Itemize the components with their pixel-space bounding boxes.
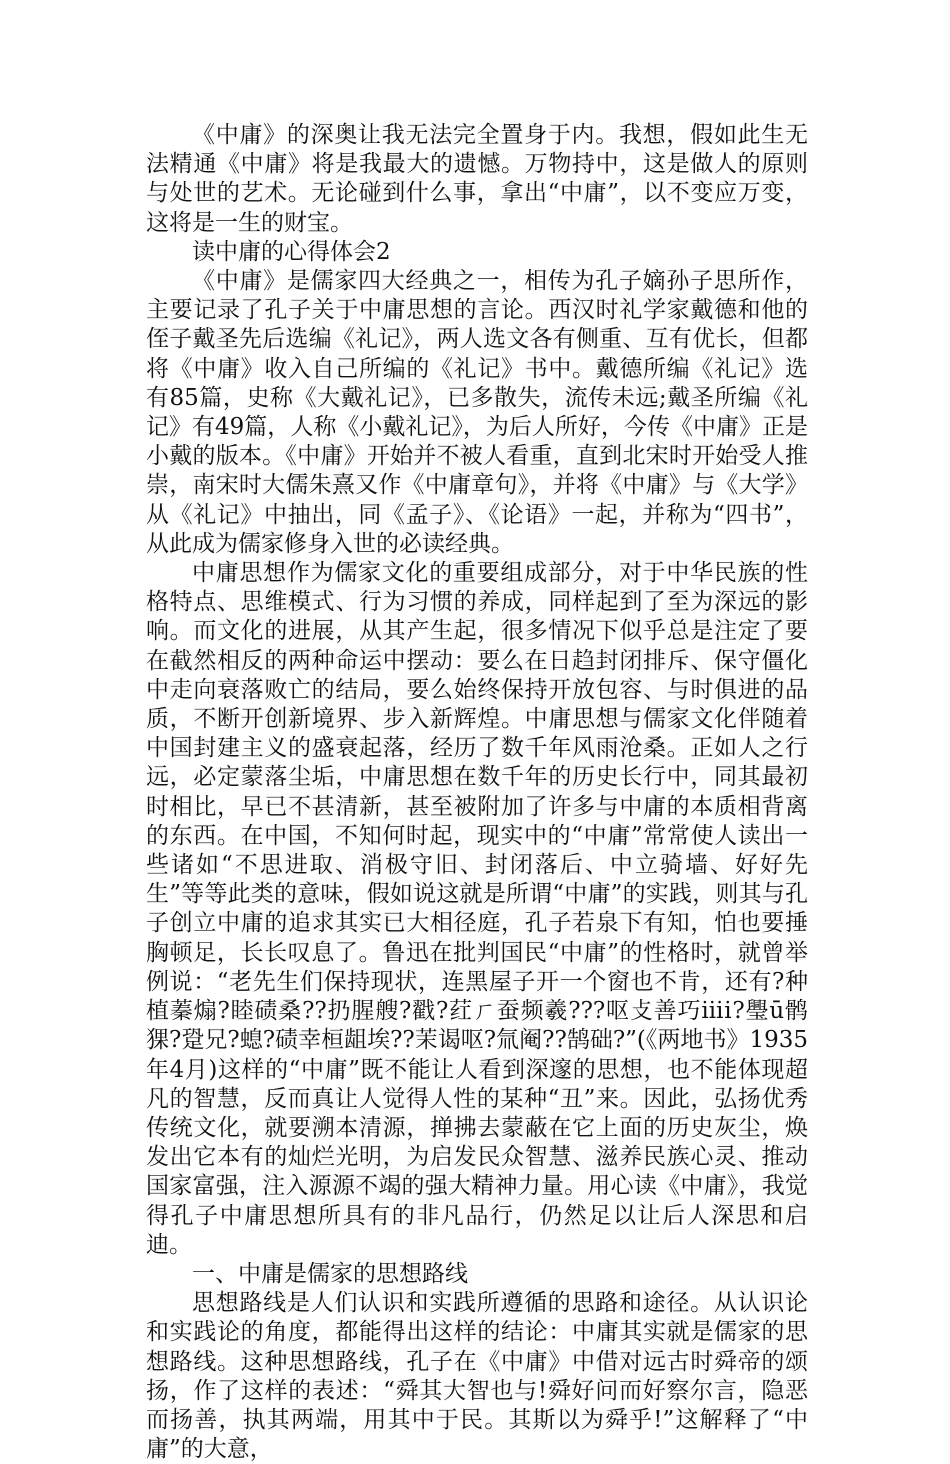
paragraph-thought-line: 思想路线是人们认识和实践所遵循的思路和途径。从认识论和实践论的角度，都能得出这样的结论：中庸其实就是儒家的思想路线。这种思想路线，孔子在《中庸》中借对远古时舜帝的颂扬，作了这样的表述：“舜其大智也与!舜好问而好察尔言，隐恶而扬善，执其两端，用其中于民。其斯以为舜乎!”这解释了“中庸”的大意， xyxy=(146,1290,808,1463)
document-page xyxy=(146,121,808,1464)
section-heading-thought-line: 一、中庸是儒家的思想路线 xyxy=(192,1260,468,1287)
section-title-reading-notes-2: 读中庸的心得体会2 xyxy=(192,238,391,265)
paragraph-zhongyong-origin: 《中庸》是儒家四大经典之一，相传为孔子嫡孙子思所作，主要记录了孔子关于中庸思想的言论。西汉时礼学家戴德和他的侄子戴圣先后选编《礼记》，两人选文各有侧重、互有优长，但都将《中庸》收入自己所编的《礼记》书中。戴德所编《礼记》选有85篇，史称《大戴礼记》，已多散失，流传未远;戴圣所编《礼记》有49篇，人称《小戴礼记》，为后人所好，今传《中庸》正是小戴的版本。《中庸》开始并不被人看重，直到北宋时开始受人推崇，南宋时大儒朱熹又作《中庸章句》，并将《中庸》与《大学》从《礼记》中抽出，同《孟子》、《论语》一起，并称为“四书”，从此成为儒家修身入世的必读经典。 xyxy=(146,268,808,557)
paragraph-zhongyong-profundity: 《中庸》的深奥让我无法完全置身于内。我想，假如此生无法精通《中庸》将是我最大的遗憾。万物持中，这是做人的原则与处世的艺术。无论碰到什么事，拿出“中庸”，以不变应万变，这将是一生的财宝。 xyxy=(146,122,808,236)
paragraph-zhongyong-influence: 中庸思想作为儒家文化的重要组成部分，对于中华民族的性格特点、思维模式、行为习惯的养成，同样起到了至为深远的影响。而文化的进展，从其产生起，很多情况下似乎总是注定了要在截然相反的两种命运中摆动：要么在日趋封闭排斥、保守僵化中走向衰落败亡的结局，要么始终保持开放包容、与时俱进的品质，不断开创新境界、步入新辉煌。中庸思想与儒家文化伴随着中国封建主义的盛衰起落，经历了数千年风雨沧桑。正如人之行远，必定蒙落尘垢，中庸思想在数千年的历史长行中，同其最初时相比，早已不甚清新，甚至被附加了许多与中庸的本质相背离的东西。在中国，不知何时起，现实中的“中庸”常常使人读出一些诸如“不思进取、消极守旧、封闭落后、中立骑墙、好好先生”等等此类的意味，假如说这就是所谓“中庸”的实践，则其与孔子创立中庸的追求其实已大相径庭，孔子若泉下有知，怕也要捶胸顿足，长长叹息了。鲁迅在批判国民“中庸”的性格时，就曾举例说：“老先生们保持现状，连黑屋子开一个窗也不肯，还有?种植蓁煽?睦碛桑??扔腥艘?戳?荭ㄏ蚕频羲???呕攴善巧ⅲⅰ?璺ū鹘猓?跫兄?螅?碛幸桓龃埃??茉谒呕?氚阉??鹄础?”(《两地书》1935年4月)这样的“中庸”既不能让人看到深邃的思想，也不能体现超凡的智慧，反而真让人觉得人性的某种“丑”来。因此，弘扬优秀传统文化，就要溯本清源，掸拂去蒙蔽在它上面的历史灰尘，焕发出它本有的灿烂光明，为启发民众智慧、滋养民族心灵、推动国家富强，注入源源不竭的强大精神力量。用心读《中庸》，我觉得孔子中庸思想所具有的非凡品行，仍然足以让后人深思和启迪。 xyxy=(146,560,808,1258)
